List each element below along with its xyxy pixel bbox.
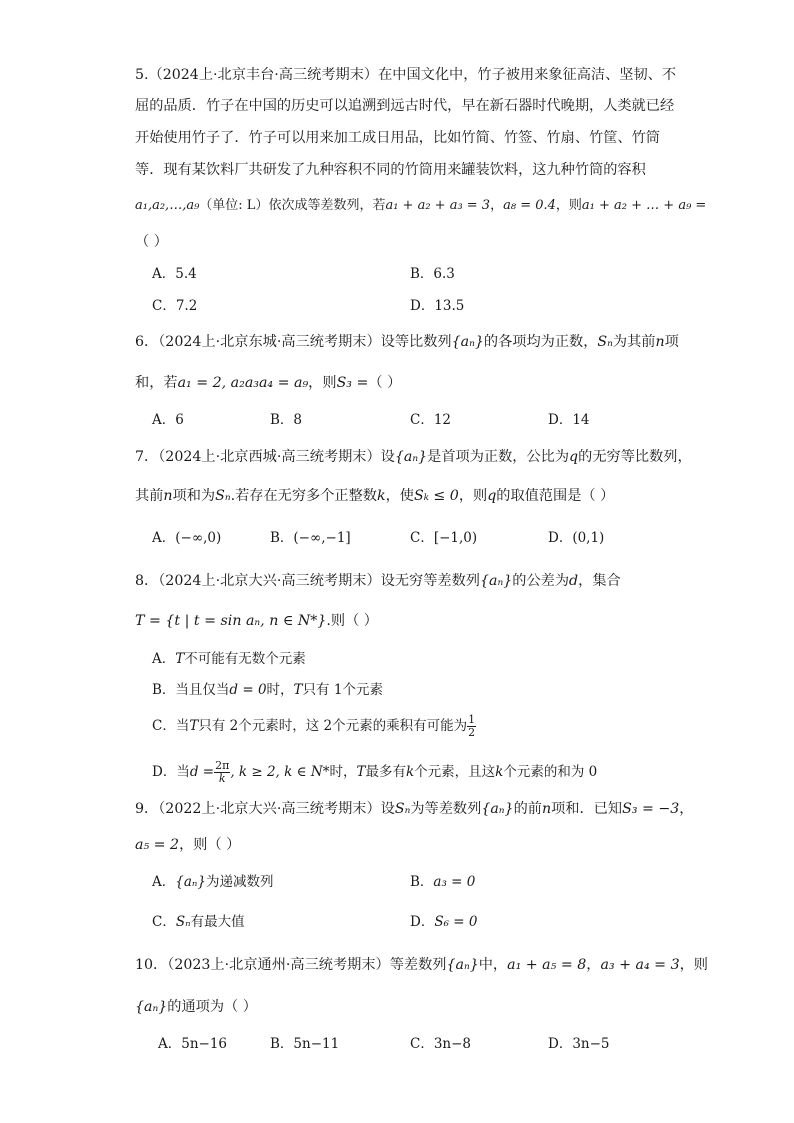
q6-option-c[interactable]: C．12 [410, 412, 452, 428]
q7-math-q: q [487, 488, 497, 504]
q8-math-set: T = {t | t = sin aₙ, n ∈ N*} [135, 613, 327, 629]
fraction-denominator: 2 [468, 726, 476, 739]
q8-math-seq: {aₙ} [480, 573, 513, 589]
q9-text: 9．（2022上·北京大兴·高三统考期末）设 [135, 801, 395, 817]
q8-fraction-2pi-k [214, 760, 230, 785]
q5-math-sum3: a₁ + a₂ + a₃ = 3 [385, 198, 491, 213]
q5-line-4: 等．现有某饮料厂共研发了九种容积不同的竹筒用来罐装饮料，这九种竹筒的容积 [135, 162, 646, 178]
q8-text: 只有 1个元素 [302, 682, 383, 698]
q8-option-d[interactable] [152, 760, 597, 785]
q10-math-cond1: a₁ + a₅ = 8 [507, 957, 587, 973]
q5-math-sum9: a₁ + a₂ + … + a₉ = [581, 198, 707, 213]
q8-text: B．当且仅当 [152, 682, 230, 698]
q5-text: ，则 [555, 198, 582, 213]
q9-line-2 [135, 836, 240, 854]
q7-text: 的无穷等比数列， [578, 449, 692, 465]
q8-text: 不可能有无数个元素 [184, 651, 306, 667]
q8-math-t: T [189, 718, 199, 734]
q8-math-t: T [356, 764, 366, 780]
q8-text: 个元素，且这 [414, 764, 496, 780]
q10-option-d[interactable]: D．3n−5 [548, 1036, 610, 1052]
q7-math-sk: Sₖ ≤ 0 [413, 488, 459, 504]
q6-math-seq: {aₙ} [451, 334, 484, 350]
q9-text: 为递减数列 [205, 874, 274, 890]
q8-option-b[interactable] [152, 681, 383, 699]
q9-text: 项和．已知 [551, 801, 623, 817]
q5-line-5 [135, 197, 706, 215]
q8-text: 8．（2024上·北京大兴·高三统考期末）设无穷等差数列 [135, 573, 480, 589]
q5-math-a8: a₈ = 0.4 [503, 198, 556, 213]
q9-math-sn: Sₙ [394, 801, 411, 817]
q9-math-seq: {aₙ} [481, 801, 514, 817]
q7-option-b[interactable]: B．(−∞,−1] [270, 530, 351, 546]
q10-option-a[interactable]: A．5n−16 [158, 1036, 228, 1052]
q10-option-b[interactable]: B．5n−11 [270, 1036, 340, 1052]
q7-option-d[interactable]: D．(0,1) [548, 530, 605, 546]
q6-option-b[interactable]: B．8 [270, 412, 303, 428]
q7-text: 是首项为正数，公比为 [427, 449, 570, 465]
q10-math-seq: {aₙ} [446, 957, 479, 973]
q8-text: 最多有 [365, 764, 406, 780]
q9-text: 的前 [513, 801, 542, 817]
q8-math-k-cond: , k ≥ 2, k ∈ N* [230, 764, 330, 780]
q6-line-1 [135, 333, 679, 351]
q9-math-seq: {aₙ} [175, 874, 206, 890]
q10-line-2 [135, 998, 257, 1016]
q5-line-3: 开始使用竹子了．竹子可以用来加工成日用品，比如竹简、竹签、竹扇、竹筐、竹筒 [135, 130, 660, 146]
q8-text: ，集合 [578, 573, 621, 589]
q8-text: C．当 [152, 718, 190, 734]
q8-text: A． [152, 651, 176, 667]
q10-text: 10．（2023上·北京通州·高三统考期末）等差数列 [135, 957, 447, 973]
q6-text: 和，若 [135, 375, 178, 391]
q6-line-2 [135, 374, 401, 392]
q8-fraction-half [467, 714, 476, 739]
q8-option-a[interactable] [152, 650, 306, 668]
q9-option-c[interactable] [152, 913, 245, 931]
q9-text: ，则（ ） [179, 837, 241, 853]
q9-math-sn: Sₙ [175, 914, 191, 930]
q10-text: ， [586, 957, 601, 973]
q7-text: ，则 [458, 488, 488, 504]
q8-text: .则（ ） [326, 613, 378, 629]
q9-option-a[interactable] [152, 873, 273, 891]
q5-text: （单位: L）依次成等差数列，若 [199, 198, 386, 213]
q9-text: 为等差数列 [410, 801, 482, 817]
q8-math-d: d [569, 573, 579, 589]
q9-text: 有最大值 [190, 914, 245, 930]
q9-text: D． [410, 914, 435, 930]
q10-math-seq: {aₙ} [135, 999, 168, 1015]
q7-text: ，使 [385, 488, 414, 504]
q9-math-s6: S₆ = 0 [434, 914, 478, 930]
q9-text: ， [679, 801, 694, 817]
q5-option-a[interactable]: A．5.4 [152, 266, 197, 282]
q9-option-d[interactable] [410, 913, 477, 931]
q7-text: 项和为 [172, 488, 216, 504]
q7-math-seq: {aₙ} [394, 449, 428, 465]
q5-answer-blank: （ ） [135, 234, 168, 250]
q7-math-n: n [163, 488, 173, 504]
q7-text: 7．（2024上·北京西城·高三统考期末）设 [135, 449, 395, 465]
q6-math-cond: a₁ = 2, a₂a₃a₄ = a₉ [177, 375, 309, 391]
q10-math-cond2: a₃ + a₄ = 3 [600, 957, 680, 973]
fraction-numerator: 2π [215, 759, 230, 772]
fraction-numerator: 1 [468, 713, 476, 726]
q8-text: 时， [329, 764, 357, 780]
q10-text: 的通项为（ ） [167, 999, 257, 1015]
q6-option-d[interactable]: D．14 [548, 412, 590, 428]
q5-option-b[interactable]: B．6.3 [410, 266, 455, 282]
q6-text: ，则 [308, 375, 337, 391]
q10-line-1 [135, 956, 708, 974]
q9-math-a3: a₃ = 0 [433, 874, 476, 890]
q8-text: 的公差为 [512, 573, 570, 589]
fraction-denominator: k [218, 772, 226, 785]
q8-math-k: k [405, 764, 415, 780]
q6-text: 6．（2024上·北京东城·高三统考期末）设等比数列 [135, 334, 452, 350]
q7-line-1 [135, 448, 692, 466]
q8-text: 时， [266, 682, 294, 698]
q7-text: 的取值范围是（ ） [496, 488, 615, 504]
q8-line-2 [135, 612, 378, 630]
q7-option-c[interactable]: C．[−1,0) [410, 530, 478, 546]
q6-text: 的各项均为正数， [483, 334, 598, 350]
q10-text: 中， [478, 957, 508, 973]
q9-option-b[interactable] [410, 873, 475, 891]
q9-math-a5: a₅ = 2 [135, 837, 180, 853]
q9-math-s3: S₃ = −3 [622, 801, 680, 817]
q9-math-n: n [541, 801, 552, 817]
q5-math-seq: a₁,a₂,…,a₉ [135, 198, 200, 213]
q8-math-d: d = [189, 764, 215, 780]
q5-option-c[interactable]: C．7.2 [152, 298, 198, 314]
q6-math-sn: Sₙ [597, 334, 613, 350]
q8-math-d0: d = 0 [229, 682, 267, 698]
q6-math-s3: S₃ = [336, 375, 369, 391]
q7-math-k: k [376, 488, 386, 504]
q5-line-1: 5.（2024上·北京丰台·高三统考期末）在中国文化中，竹子被用来象征高洁、坚韧、不 [135, 67, 677, 83]
q7-math-sn: Sₙ [215, 488, 231, 504]
q6-text: 为其前 [612, 334, 656, 350]
q7-text: .若存在无穷多个正整数 [230, 488, 377, 504]
q8-math-t: T [175, 651, 185, 667]
q7-option-a[interactable]: A．(−∞,0) [152, 530, 222, 546]
q8-text: 个元素的和为 0 [503, 764, 598, 780]
q9-line-1 [135, 800, 694, 818]
q8-text: 只有 2个元素时，这 2个元素的乘积有可能为 [198, 718, 468, 734]
q8-math-t: T [293, 682, 303, 698]
q9-text: B． [410, 874, 434, 890]
q9-text: C． [152, 914, 176, 930]
q5-text: ， [490, 198, 504, 213]
q5-line-2: 屈的品质．竹子在中国的历史可以追溯到远古时代，早在新石器时代晚期，人类就已经 [135, 98, 675, 114]
q6-option-a[interactable]: A．6 [152, 412, 184, 428]
q9-text: A． [152, 874, 176, 890]
q8-line-1 [135, 572, 621, 590]
q7-math-q: q [569, 449, 579, 465]
q5-option-d[interactable]: D．13.5 [410, 298, 465, 314]
q10-option-c[interactable]: C．3n−8 [410, 1036, 472, 1052]
q7-line-2 [135, 487, 614, 505]
q8-option-c[interactable] [152, 714, 476, 739]
q6-math-n: n [655, 334, 665, 350]
q10-text: ，则 [679, 957, 708, 973]
q6-text: （ ） [368, 375, 402, 391]
q7-text: 其前 [135, 488, 164, 504]
q8-text: D．当 [152, 764, 190, 780]
q6-text: 项 [664, 334, 679, 350]
q8-math-k: k [495, 764, 504, 780]
